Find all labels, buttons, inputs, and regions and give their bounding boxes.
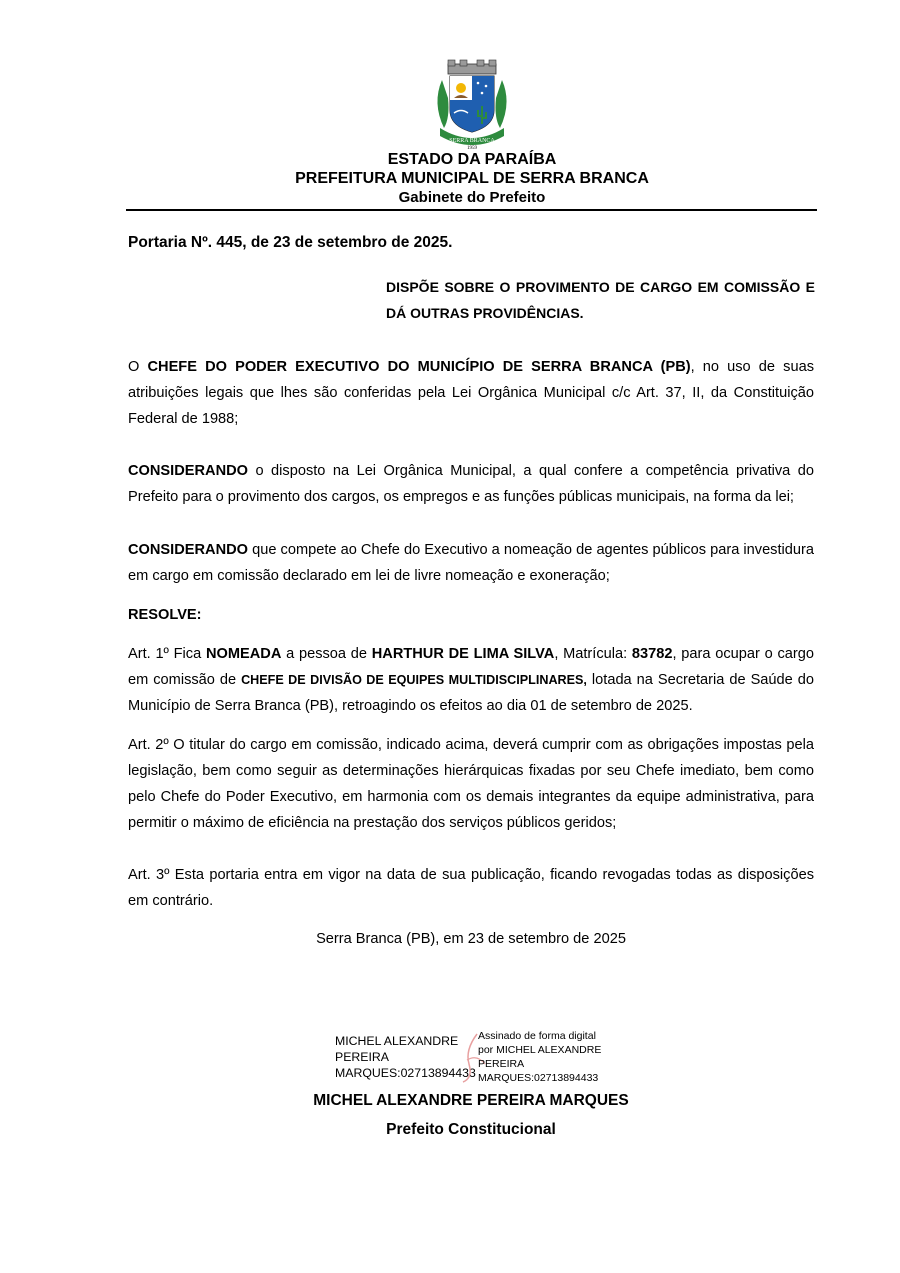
svg-text:SERRA BRANCA: SERRA BRANCA (449, 138, 495, 144)
municipal-crest-logo (430, 58, 514, 150)
header-state: ESTADO DA PARAÍBA (387, 151, 557, 168)
resolve-heading: RESOLVE: (128, 607, 202, 623)
header-gabinete: Gabinete do Prefeito (398, 189, 546, 206)
document-title: Portaria Nº. 445, de 23 de setembro de 2025. (128, 234, 453, 251)
header-divider (126, 209, 817, 211)
ementa: DISPÕE SOBRE O PROVIMENTO DE CARGO EM COMISSÃO E DÁ OUTRAS PROVIDÊNCIAS. (386, 279, 815, 321)
digital-signature-name: MICHEL ALEXANDRE PEREIRA MARQUES:02713894433 (335, 1034, 476, 1080)
digital-signature-details: Assinado de forma digital por MICHEL ALEXANDRE PEREIRA MARQUES:02713894433 (478, 1030, 602, 1084)
place-date: Serra Branca (PB), em 23 de setembro de 2025 (316, 931, 626, 947)
considerando-paragraph-2: CONSIDERANDO que compete ao Chefe do Executivo a nomeação de agentes públicos para investidura em cargo em comissão declarado em lei de livre nomeação e exoneração; (128, 542, 814, 584)
article-2: Art. 2º O titular do cargo em comissão, indicado acima, deverá cumprir com as obrigações impostas pela legislação, bem como seguir as determinações hierárquicas fixadas por seu Chefe imediato, bem como pelo Chefe do Poder Executivo, em harmonia com os demais integrantes da equipe administrativa, para permitir o máximo de eficiência na prestação dos serviços públicos geridos; (128, 737, 814, 831)
signer-name: MICHEL ALEXANDRE PEREIRA MARQUES (313, 1092, 629, 1109)
svg-text:1959: 1959 (467, 146, 477, 150)
preamble-paragraph: O CHEFE DO PODER EXECUTIVO DO MUNICÍPIO DE SERRA BRANCA (PB), no uso de suas atribuições legais que lhes são conferidas pela Lei Orgânica Municipal c/c Art. 37, II, da Constituição Federal de 1988; (128, 359, 814, 427)
header-prefeitura: PREFEITURA MUNICIPAL DE SERRA BRANCA (295, 170, 649, 187)
article-1: Art. 1º Fica NOMEADA a pessoa de HARTHUR DE LIMA SILVA, Matrícula: 83782, para ocupar o cargo em comissão de CHEFE DE DIVISÃO DE EQUIPES MULTIDISCIPLINARES, lotada na Secretaria de Saúde do Município de Serra Branca (PB), retroagindo os efeitos ao dia 01 de setembro de 2025. (128, 646, 814, 714)
considerando-paragraph-1: CONSIDERANDO o disposto na Lei Orgânica Municipal, a qual confere a competência privativa do Prefeito para o provimento dos cargos, os empregos e as funções públicas municipais, na forma da lei; (128, 463, 814, 505)
article-3: Art. 3º Esta portaria entra em vigor na data de sua publicação, ficando revogadas todas as disposições em contrário. (128, 867, 814, 909)
signer-role: Prefeito Constitucional (386, 1121, 556, 1138)
